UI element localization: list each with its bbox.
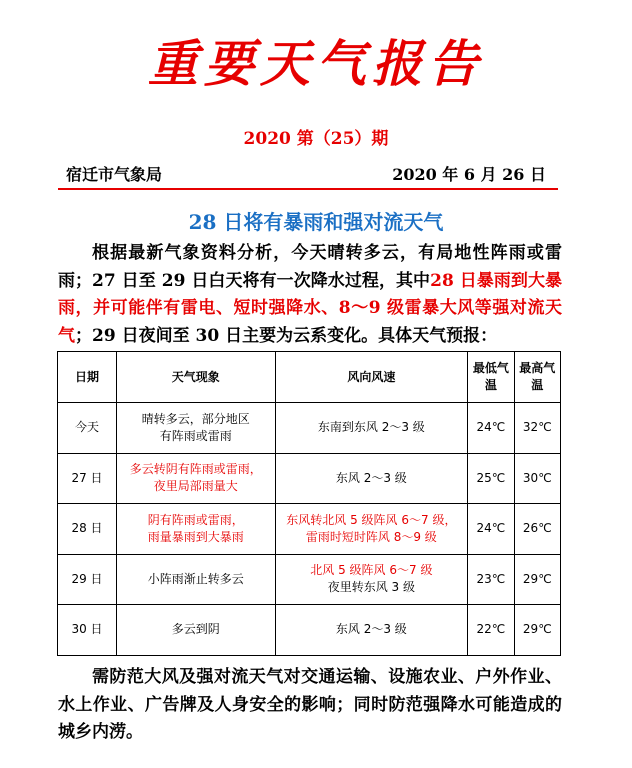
cell-min-temp: 23℃ [468,554,514,605]
header-max-temp-label: 最高气温 [519,361,556,392]
header-max-temp [514,352,560,403]
header-date: 日期 [58,352,117,403]
cell-min-temp: 22℃ [468,605,514,656]
cell-weather [117,605,275,656]
cell-wind-line1: 东南到东风 2～3 级 [317,420,425,435]
cell-weather-line1: 晴转多云，部分地区 [141,411,250,426]
cell-wind-line2: 雷雨时短时阵风 8～9 级 [305,529,437,544]
table-row [58,554,561,605]
cell-max-temp: 30℃ [514,453,560,504]
cell-weather [117,554,275,605]
cell-date: 29 日 [58,554,117,605]
cell-weather [117,403,275,454]
cell-weather-line1: 多云到阴 [171,622,220,637]
cell-weather-line2: 有阵雨或雷雨 [159,428,232,443]
header-divider [58,188,558,190]
cell-wind [275,504,468,555]
table-row [58,453,561,504]
headline: 28 日将有暴雨和强对流天气 [188,210,444,234]
table-row [58,605,561,656]
cell-wind-line1: 北风 5 级阵风 6～7 级 [310,563,433,578]
cell-weather-line2: 夜里局部雨量大 [153,479,238,494]
cell-wind-line2: 夜里转东风 3 级 [327,580,415,595]
table-header-row [58,352,561,403]
cell-wind [275,554,468,605]
cell-wind [275,403,468,454]
header-min-temp [468,352,514,403]
intro-text-3: ；29 日夜间至 30 日主要为云系变化。具体天气预报： [75,325,498,346]
issue-number: 2020 第（25）期 [243,129,389,149]
cell-wind [275,605,468,656]
cell-wind [275,453,468,504]
intro-warning-text: 28 日暴雨到大暴雨，并可能伴有雷电、短时强降水、8～9 级雷暴大风等强对流天气 [58,270,562,346]
header-weather: 天气现象 [117,352,275,403]
cell-max-temp: 32℃ [514,403,560,454]
cell-weather [117,504,275,555]
cell-date: 28 日 [58,504,117,555]
issue-date: 2020 年 6 月 26 日 [392,165,546,184]
table-row [58,504,561,555]
header-min-temp-label: 最低气温 [472,361,509,392]
cell-wind-line1: 东风 2～3 级 [335,470,407,485]
cell-weather-line1: 多云转阴有阵雨或雷雨， [129,462,262,477]
table-row [58,403,561,454]
cell-date: 27 日 [58,453,117,504]
cell-weather-line1: 小阵雨渐止转多云 [147,571,244,586]
cell-date: 今天 [58,403,117,454]
cell-weather-line2: 雨量暴雨到大暴雨 [147,529,244,544]
closing-paragraph: 需防范大风及强对流天气对交通运输、设施农业、户外作业、水上作业、广告牌及人身安全的影响；同时防范强降水可能造成的城乡内涝。 [58,667,562,742]
cell-min-temp: 24℃ [468,504,514,555]
cell-wind-line1: 东风 2～3 级 [335,622,407,637]
cell-max-temp: 26℃ [514,504,560,555]
cell-wind-line1: 东风转北风 5 级阵风 6～7 级， [286,512,457,527]
header-wind: 风向风速 [275,352,468,403]
intro-text-1: 根据最新气象资料分析，今天晴转多云，有局地性阵雨或雷雨；27 日至 29 日白天将有一次降水过程，其中 [58,243,562,291]
cell-weather-line1: 阴有阵雨或雷雨， [147,512,244,527]
cell-date: 30 日 [58,605,117,656]
cell-weather [117,453,275,504]
report-title: 重要天气报告 [148,34,484,93]
cell-min-temp: 24℃ [468,403,514,454]
cell-max-temp: 29℃ [514,605,560,656]
forecast-table [57,351,561,656]
cell-min-temp: 25℃ [468,453,514,504]
cell-max-temp: 29℃ [514,554,560,605]
issuing-organization: 宿迁市气象局 [66,165,163,184]
intro-paragraph [58,240,562,350]
